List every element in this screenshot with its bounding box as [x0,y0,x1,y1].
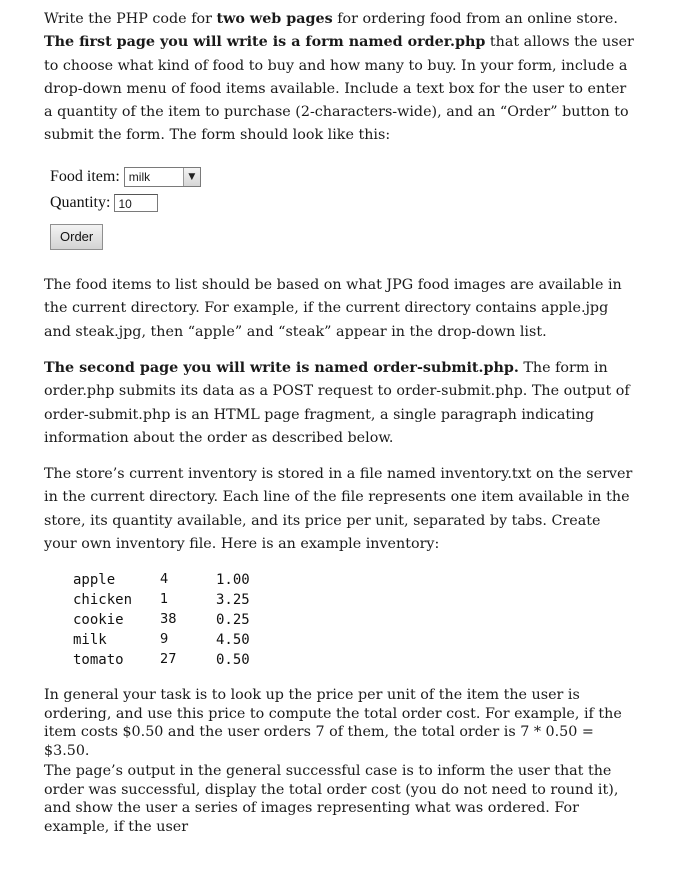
intro-text-1: Write the PHP code for [44,11,217,27]
food-item-selected-value: milk [128,170,151,184]
success-output-paragraph: The page’s output in the general successful case is to inform the user that the order was successful, display the total order cost (you do not need to round it), and show the user a series of images representing what was ordered. For example, if the user [44,763,619,835]
order-button[interactable]: Order [50,224,103,250]
inventory-price: 0.25 [216,612,250,628]
inventory-row [73,630,276,650]
inventory-price: 3.25 [216,592,250,608]
inventory-qty: 27 [160,652,177,667]
dropdown-arrow-icon[interactable]: ▼ [183,168,200,186]
second-page-bold: The second page you will write is named order-submit.php. [44,360,519,376]
intro-paragraph [44,8,634,148]
food-item-row [50,164,350,190]
second-page-paragraph [44,357,634,450]
inventory-row [73,570,276,590]
inventory-paragraph: The store’s current inventory is stored in a file named inventory.txt on the server in the current directory. Each line of the file represents one item available in the store, its quantity available, and its price per unit, separated by tabs. Create your own inventory file. Here is an example inventory: [44,466,633,552]
inventory-price: 0.50 [216,652,250,668]
inventory-table [73,570,276,670]
inventory-price: 4.50 [216,632,250,648]
inventory-item: tomato [73,652,124,668]
food-item-dropdown[interactable] [124,167,201,187]
quantity-row [50,190,350,216]
order-form-example [50,164,350,250]
inventory-item: apple [73,572,116,588]
food-item-label: Food item: [50,168,120,185]
inventory-qty: 38 [160,612,177,627]
inventory-row [73,590,276,610]
intro-text-3: that allows the user to choose what kind of food to buy and how many to buy. In your form, include a drop-down menu of food items available. Include a text box for the user to enter a quantity of the item to purchase (2-characters-wide), and an “Order” button to submit the form. The form should look like this: [44,34,634,144]
second-page-text: The form in order.php submits its data as a POST request to order-submit.php. The output of order-submit.php is an HTML page fragment, a single paragraph indicating information about the order as described below. [44,360,630,446]
inventory-qty: 9 [160,632,169,647]
inventory-qty: 4 [160,572,169,587]
intro-bold-1: two web pages [216,11,333,27]
inventory-item: milk [73,632,107,648]
intro-bold-2: The first page you will write is a form named order.php [44,34,486,51]
inventory-qty: 1 [160,592,169,607]
intro-text-2: for ordering food from an online store. [332,11,618,27]
quantity-label: Quantity: [50,194,111,211]
price-lookup-paragraph: In general your task is to look up the price per unit of the item the user is ordering, and use this price to compute the total order cost. For example, if the item costs $0.50 and the user orders 7 of them, the total order is 7 * 0.50 = $3.50. [44,687,622,759]
quantity-input[interactable]: 10 [114,194,158,212]
inventory-price: 1.00 [216,572,250,588]
inventory-row [73,610,276,630]
inventory-item: chicken [73,592,133,608]
inventory-row [73,650,276,670]
food-items-paragraph: The food items to list should be based on what JPG food images are available in the current directory. For example, if the current directory contains apple.jpg and steak.jpg, then “apple” and “steak” appear in the drop-down list. [44,277,622,340]
inventory-item: cookie [73,612,124,628]
